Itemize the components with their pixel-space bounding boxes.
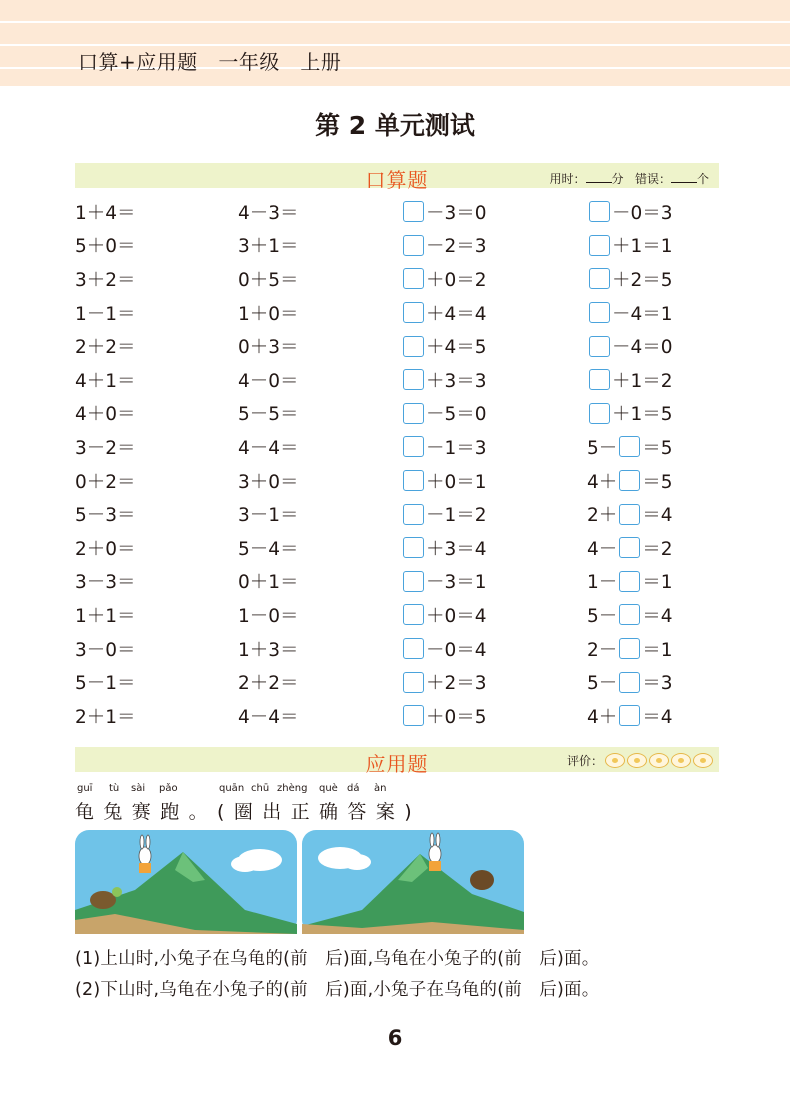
answer-box[interactable] xyxy=(619,672,640,693)
problem xyxy=(401,665,487,699)
problem-prefix: 5－ xyxy=(587,673,618,695)
problem-row xyxy=(75,632,715,666)
problem: 5＋0＝ xyxy=(75,236,136,258)
problem xyxy=(401,464,487,498)
pinyin: dá xyxy=(347,783,360,794)
problem-row xyxy=(75,296,715,330)
answer-box[interactable] xyxy=(589,403,610,424)
time-blank[interactable] xyxy=(586,171,612,183)
problem-prefix: 4＋ xyxy=(587,706,618,728)
problem xyxy=(401,329,487,363)
problem-suffix: ＋2＝5 xyxy=(612,269,673,291)
problem: 3－0＝ xyxy=(75,639,136,661)
answer-box[interactable] xyxy=(589,302,610,323)
pinyin: què xyxy=(319,783,338,794)
rating-face-icon[interactable] xyxy=(605,753,625,768)
problem-prefix: 5－ xyxy=(587,605,618,627)
problem: 1－0＝ xyxy=(238,605,299,627)
book-title: 口算+应用题 一年级 上册 xyxy=(78,50,342,74)
pinyin: zhèng xyxy=(277,783,308,794)
answer-box[interactable] xyxy=(403,470,424,491)
problem-suffix: ＝5 xyxy=(642,471,673,493)
problem-suffix: ＝4 xyxy=(642,605,673,627)
problem-suffix: ＋1＝2 xyxy=(612,370,673,392)
answer-box[interactable] xyxy=(403,638,424,659)
rating-face-icon[interactable] xyxy=(693,753,713,768)
problem xyxy=(587,363,673,397)
problem-row xyxy=(75,229,715,263)
error-label: 错误： xyxy=(634,172,671,186)
problem-row xyxy=(75,565,715,599)
answer-box[interactable] xyxy=(403,268,424,289)
rating-face-icon[interactable] xyxy=(627,753,647,768)
problem: 1＋1＝ xyxy=(75,605,136,627)
problem-row xyxy=(75,598,715,632)
problem: 1＋0＝ xyxy=(238,303,299,325)
problem-row xyxy=(75,363,715,397)
answer-box[interactable] xyxy=(619,604,640,625)
time-unit: 分 xyxy=(611,172,624,186)
problem xyxy=(401,632,487,666)
error-unit: 个 xyxy=(696,172,709,186)
problem-suffix: －2＝3 xyxy=(426,236,487,258)
problem: 2＋0＝ xyxy=(75,538,136,560)
problem: 0＋5＝ xyxy=(238,269,299,291)
problem-suffix: ＋3＝3 xyxy=(426,370,487,392)
pinyin: tù xyxy=(109,783,120,794)
problem-prefix: 5－ xyxy=(587,437,618,459)
problem xyxy=(401,598,487,632)
pinyin: quān xyxy=(219,783,245,794)
problem-suffix: ＝2 xyxy=(642,538,673,560)
problem-suffix: ＋1＝1 xyxy=(612,236,673,258)
problem: 1＋4＝ xyxy=(75,202,136,224)
problem xyxy=(401,497,487,531)
answer-box[interactable] xyxy=(403,369,424,390)
problem xyxy=(587,598,673,632)
time-error-note xyxy=(549,170,709,187)
problem xyxy=(401,397,487,431)
problem-row xyxy=(75,699,715,733)
problem-prefix: 4＋ xyxy=(587,471,618,493)
page-number: 6 xyxy=(387,1026,403,1050)
problem-suffix: ＝5 xyxy=(642,437,673,459)
problem: 0＋2＝ xyxy=(75,471,136,493)
problem: 3＋1＝ xyxy=(238,236,299,258)
problem xyxy=(587,699,673,733)
answer-box[interactable] xyxy=(403,201,424,222)
problem xyxy=(587,397,673,431)
problem: 5－4＝ xyxy=(238,538,299,560)
answer-box[interactable] xyxy=(403,403,424,424)
problem xyxy=(587,665,673,699)
question-2: (2)下山时,乌龟在小兔子的(前 后)面,小兔子在乌龟的(前 后)面。 xyxy=(75,980,600,1000)
error-blank[interactable] xyxy=(671,171,697,183)
problem xyxy=(587,329,673,363)
problem: 4－0＝ xyxy=(238,370,299,392)
problem xyxy=(401,531,487,565)
answer-box[interactable] xyxy=(589,369,610,390)
problem-suffix: －3＝1 xyxy=(426,572,487,594)
rating-face-icon[interactable] xyxy=(671,753,691,768)
answer-box[interactable] xyxy=(403,571,424,592)
problem-suffix: ＝1 xyxy=(642,639,673,661)
problem-row xyxy=(75,430,715,464)
problem-suffix: ＋0＝5 xyxy=(426,706,487,728)
rating-face-icon[interactable] xyxy=(649,753,669,768)
problem: 3＋0＝ xyxy=(238,471,299,493)
problem xyxy=(401,296,487,330)
problem-prefix: 2－ xyxy=(587,639,618,661)
problem xyxy=(587,430,673,464)
rating-label: 评价： xyxy=(566,754,603,768)
problem-row xyxy=(75,262,715,296)
problem: 5－1＝ xyxy=(75,673,136,695)
answer-box[interactable] xyxy=(589,235,610,256)
problem-row xyxy=(75,195,715,229)
answer-box[interactable] xyxy=(619,470,640,491)
problem: 4＋1＝ xyxy=(75,370,136,392)
problem: 0＋3＝ xyxy=(238,337,299,359)
answer-box[interactable] xyxy=(403,436,424,457)
problem: 3－1＝ xyxy=(238,505,299,527)
problem-suffix: －3＝0 xyxy=(426,202,487,224)
problem: 5－5＝ xyxy=(238,404,299,426)
problem xyxy=(401,430,487,464)
problem xyxy=(587,296,673,330)
answer-box[interactable] xyxy=(619,436,640,457)
story-line: 龟兔赛跑。(圈出正确答案) xyxy=(75,801,422,823)
problem xyxy=(587,531,673,565)
problem-suffix: ＋3＝4 xyxy=(426,538,487,560)
problem-suffix: －0＝4 xyxy=(426,639,487,661)
answer-box[interactable] xyxy=(589,201,610,222)
rating xyxy=(567,752,713,769)
problem xyxy=(587,632,673,666)
problem-prefix: 2＋ xyxy=(587,505,618,527)
pinyin: àn xyxy=(374,783,387,794)
problem-row xyxy=(75,531,715,565)
answer-box[interactable] xyxy=(619,504,640,525)
problem-prefix: 4－ xyxy=(587,538,618,560)
answer-box[interactable] xyxy=(403,537,424,558)
pinyin-line xyxy=(75,783,715,797)
problem-suffix: ＋0＝2 xyxy=(426,269,487,291)
problem-suffix: ＋0＝4 xyxy=(426,605,487,627)
answer-box[interactable] xyxy=(403,504,424,525)
problem-row xyxy=(75,464,715,498)
answer-box[interactable] xyxy=(403,705,424,726)
time-label: 用时： xyxy=(549,172,586,186)
mental-math-grid xyxy=(75,195,715,733)
question-1: (1)上山时,小兔子在乌龟的(前 后)面,乌龟在小兔子的(前 后)面。 xyxy=(75,949,600,969)
answer-box[interactable] xyxy=(619,705,640,726)
problem: 4－3＝ xyxy=(238,202,299,224)
problem xyxy=(587,195,673,229)
problem xyxy=(587,262,673,296)
problem: 3－3＝ xyxy=(75,572,136,594)
problem xyxy=(401,565,487,599)
problem xyxy=(401,699,487,733)
problem-row xyxy=(75,497,715,531)
uphill-illustration xyxy=(75,830,297,934)
word-problems-title: 应用题 xyxy=(365,752,429,776)
answer-box[interactable] xyxy=(403,604,424,625)
answer-box[interactable] xyxy=(619,638,640,659)
downhill-illustration xyxy=(302,830,524,934)
problem xyxy=(401,229,487,263)
pinyin: sài xyxy=(131,783,146,794)
answer-box[interactable] xyxy=(403,672,424,693)
problem xyxy=(401,363,487,397)
answer-box[interactable] xyxy=(403,336,424,357)
problem xyxy=(587,565,673,599)
page-title: 第 2 单元测试 xyxy=(315,111,475,140)
pinyin: chū xyxy=(251,783,270,794)
problem: 2＋2＝ xyxy=(75,337,136,359)
problem-suffix: ＋1＝5 xyxy=(612,404,673,426)
problem: 3＋2＝ xyxy=(75,269,136,291)
problem: 0＋1＝ xyxy=(238,572,299,594)
problem: 4－4＝ xyxy=(238,437,299,459)
pinyin: pǎo xyxy=(159,783,178,794)
problem-suffix: －0＝3 xyxy=(612,202,673,224)
problem xyxy=(587,229,673,263)
problem-suffix: ＝4 xyxy=(642,706,673,728)
answer-box[interactable] xyxy=(589,336,610,357)
problem-suffix: ＋0＝1 xyxy=(426,471,487,493)
problem-row xyxy=(75,329,715,363)
problem: 4－4＝ xyxy=(238,706,299,728)
problem-prefix: 1－ xyxy=(587,572,618,594)
problem-suffix: ＝4 xyxy=(642,505,673,527)
problem: 2＋1＝ xyxy=(75,706,136,728)
problem-suffix: －5＝0 xyxy=(426,404,487,426)
problem-suffix: －1＝2 xyxy=(426,505,487,527)
problem-suffix: ＋2＝3 xyxy=(426,673,487,695)
answer-box[interactable] xyxy=(403,302,424,323)
problem xyxy=(401,195,487,229)
problem: 5－3＝ xyxy=(75,505,136,527)
problem-suffix: －1＝3 xyxy=(426,437,487,459)
answer-box[interactable] xyxy=(403,235,424,256)
answer-box[interactable] xyxy=(619,571,640,592)
problem-suffix: ＋4＝5 xyxy=(426,337,487,359)
problem-suffix: －4＝0 xyxy=(612,337,673,359)
problem-suffix: ＝3 xyxy=(642,673,673,695)
problem xyxy=(401,262,487,296)
mental-math-title: 口算题 xyxy=(365,168,429,192)
problem: 3－2＝ xyxy=(75,437,136,459)
problem: 1－1＝ xyxy=(75,303,136,325)
problem-suffix: ＝1 xyxy=(642,572,673,594)
answer-box[interactable] xyxy=(589,268,610,289)
mental-math-section-bar xyxy=(75,163,719,192)
problem-row xyxy=(75,665,715,699)
answer-box[interactable] xyxy=(619,537,640,558)
problem-suffix: ＋4＝4 xyxy=(426,303,487,325)
problem xyxy=(587,497,673,531)
problem: 4＋0＝ xyxy=(75,404,136,426)
problem-row xyxy=(75,397,715,431)
problem: 1＋3＝ xyxy=(238,639,299,661)
problem-suffix: －4＝1 xyxy=(612,303,673,325)
word-problems-section-bar xyxy=(75,747,719,776)
problem: 2＋2＝ xyxy=(238,673,299,695)
problem xyxy=(587,464,673,498)
pinyin: guī xyxy=(77,783,93,794)
